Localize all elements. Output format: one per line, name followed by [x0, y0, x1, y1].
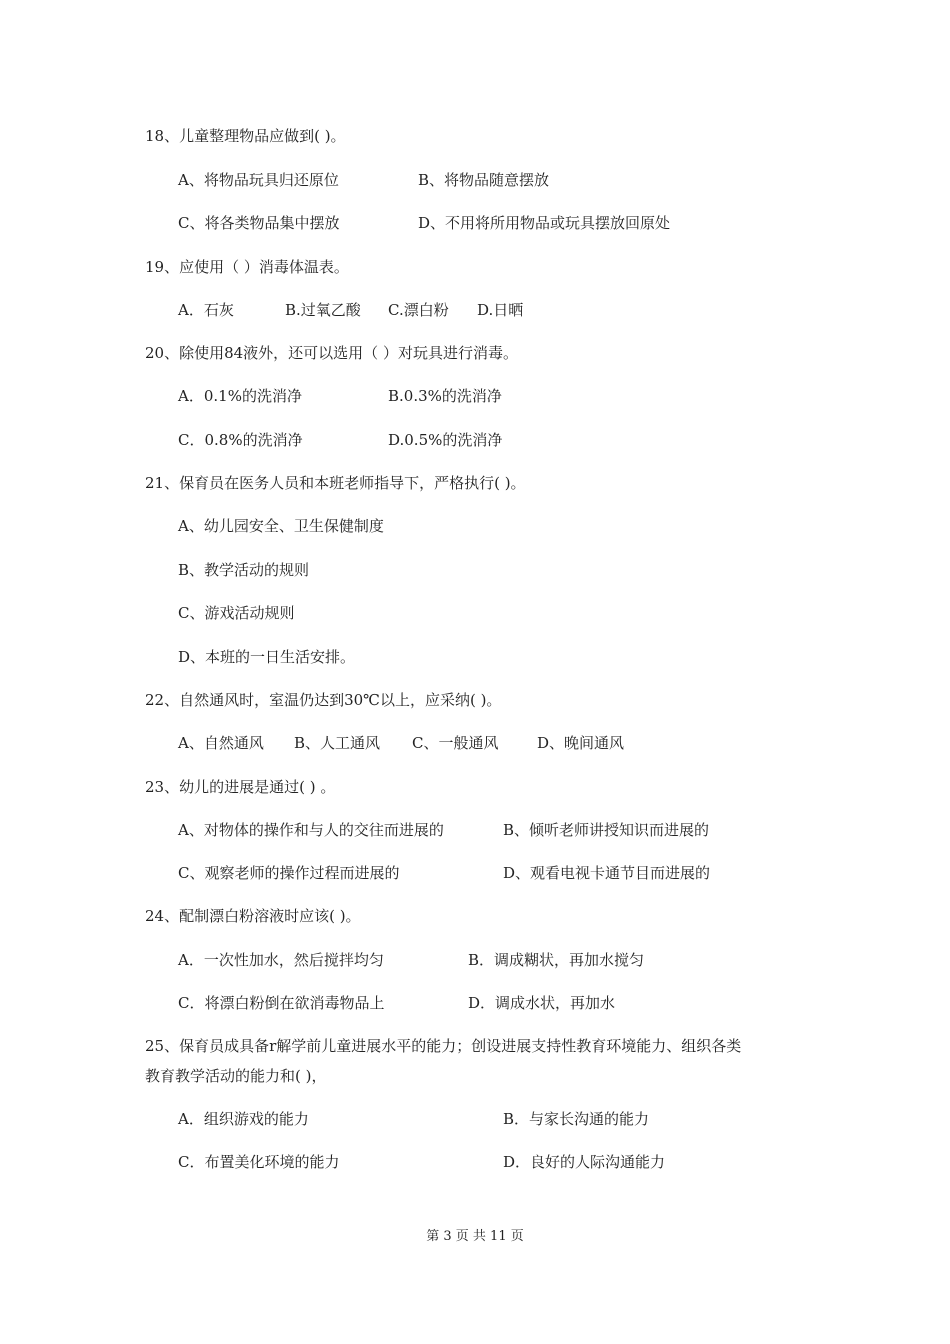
question-20-stem: 20、除使用84液外，还可以选用（ ）对玩具进行消毒。 — [145, 344, 518, 362]
question-23-option-a: A、对物体的操作和与人的交往而进展的 — [178, 821, 444, 839]
question-18-option-d: D、不用将所用物品或玩具摆放回原处 — [418, 214, 671, 232]
question-21-option-d: D、本班的一日生活安排。 — [178, 648, 356, 666]
question-18-option-c: C、将各类物品集中摆放 — [178, 214, 340, 232]
question-23-option-d: D、观看电视卡通节目而进展的 — [503, 864, 711, 882]
question-25-option-d: D．良好的人际沟通能力 — [503, 1153, 666, 1171]
question-22-stem: 22、自然通风时，室温仍达到30℃以上，应采纳( )。 — [145, 691, 502, 709]
question-24-stem: 24、配制漂白粉溶液时应该( )。 — [145, 907, 361, 925]
question-18-option-b: B、将物品随意摆放 — [418, 171, 550, 189]
question-23-option-c: C、观察老师的操作过程而进展的 — [178, 864, 400, 882]
question-21-stem: 21、保育员在医务人员和本班老师指导下，严格执行( )。 — [145, 474, 526, 492]
question-19-option-c: C.漂白粉 — [388, 301, 449, 319]
question-25-option-a: A．组织游戏的能力 — [178, 1110, 309, 1128]
question-19-option-b: B.过氧乙酸 — [285, 301, 361, 319]
question-24-option-a: A．一次性加水，然后搅拌均匀 — [178, 951, 384, 969]
question-20-option-c: C．0.8%的洗消净 — [178, 431, 303, 449]
question-18-stem: 18、儿童整理物品应做到( )。 — [145, 127, 346, 145]
question-21-option-c: C、游戏活动规则 — [178, 604, 295, 622]
question-22-option-d: D、晚间通风 — [537, 734, 625, 752]
question-19-stem: 19、应使用（ ）消毒体温表。 — [145, 258, 349, 276]
question-25-option-b: B．与家长沟通的能力 — [503, 1110, 650, 1128]
question-24-option-c: C．将漂白粉倒在欲消毒物品上 — [178, 994, 385, 1012]
question-23-option-b: B、倾听老师讲授知识而进展的 — [503, 821, 710, 839]
question-24-option-b: B．调成糊状，再加水搅匀 — [468, 951, 645, 969]
question-21-option-a: A、幼儿园安全、卫生保健制度 — [178, 517, 384, 535]
page-number-footer: 第 3 页 共 11 页 — [426, 1229, 524, 1244]
question-22-option-c: C、一般通风 — [412, 734, 499, 752]
question-20-option-d: D.0.5%的洗消净 — [388, 431, 503, 449]
question-22-option-a: A、自然通风 — [178, 734, 264, 752]
question-18-option-a: A、将物品玩具归还原位 — [178, 171, 339, 189]
question-25-stem-line-1: 25、保育员成具备r解学前儿童进展水平的能力；创设进展支持性教育环境能力、组织各类 — [145, 1037, 742, 1055]
question-25-option-c: C．布置美化环境的能力 — [178, 1153, 340, 1171]
question-19-option-a: A．石灰 — [178, 301, 234, 319]
question-24-option-d: D．调成水状，再加水 — [468, 994, 616, 1012]
question-22-option-b: B、人工通风 — [294, 734, 381, 752]
question-20-option-a: A．0.1%的洗消净 — [178, 387, 302, 405]
question-21-option-b: B、教学活动的规则 — [178, 561, 310, 579]
question-23-stem: 23、幼儿的进展是通过( ) 。 — [145, 778, 336, 796]
question-20-option-b: B.0.3%的洗消净 — [388, 387, 502, 405]
question-19-option-d: D.日晒 — [477, 301, 524, 319]
question-25-stem-line-2: 教育教学活动的能力和( )， — [145, 1067, 327, 1085]
